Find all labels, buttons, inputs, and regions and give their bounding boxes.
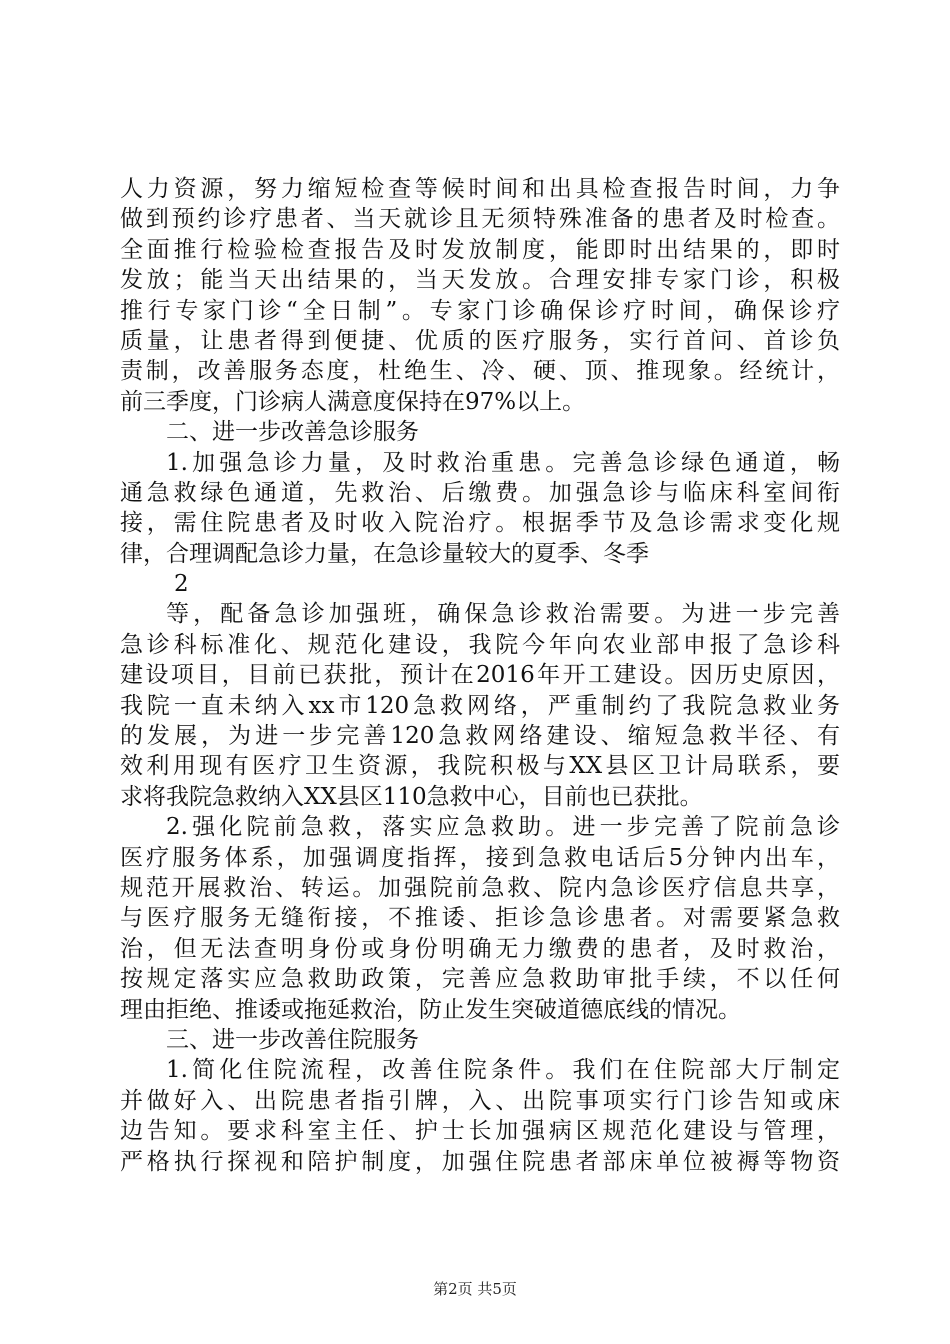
paragraph-line: 的发展，为进一步完善120急救网络建设、缩短急救半径、有: [120, 723, 840, 750]
paragraph-line: 质量，让患者得到便捷、优质的医疗服务，实行首问、首诊负: [120, 327, 840, 354]
inline-page-number: 2: [174, 571, 189, 598]
paragraph-line: 严格执行探视和陪护制度，加强住院患者部床单位被褥等物资: [120, 1148, 840, 1175]
paragraph-line: 急诊科标准化、规范化建设，我院今年向农业部申报了急诊科: [120, 631, 840, 658]
section-heading: 三、进一步改善住院服务: [166, 1026, 419, 1053]
paragraph-line: 律，合理调配急诊力量，在急诊量较大的夏季、冬季: [120, 540, 649, 567]
paragraph-line: 我院一直未纳入xx市120急救网络，严重制约了我院急救业务: [120, 692, 840, 719]
paragraph-line: 2.强化院前急救，落实应急救助。进一步完善了院前急诊: [166, 814, 840, 841]
paragraph-line: 按规定落实应急救助政策，完善应急救助审批手续，不以任何: [120, 966, 840, 993]
paragraph-line: 边告知。要求科室主任、护士长加强病区规范化建设与管理，: [120, 1118, 840, 1145]
paragraph-line: 求将我院急救纳入XX县区110急救中心，目前也已获批。: [120, 783, 703, 810]
page-footer: 第2页 共5页: [433, 1280, 517, 1298]
paragraph-line: 等，配备急诊加强班，确保急诊救治需要。为进一步完善: [166, 601, 840, 628]
paragraph-line: 与医疗服务无缝衔接，不推诿、拒诊急诊患者。对需要紧急救: [120, 905, 840, 932]
paragraph-line: 发放；能当天出结果的，当天发放。合理安排专家门诊，积极: [120, 267, 840, 294]
paragraph-line: 1.简化住院流程，改善住院条件。我们在住院部大厅制定: [166, 1057, 840, 1084]
paragraph-line: 规范开展救治、转运。加强院前急救、院内急诊医疗信息共享，: [120, 874, 840, 901]
paragraph-line: 全面推行检验检查报告及时发放制度，能即时出结果的，即时: [120, 236, 840, 263]
section-heading: 二、进一步改善急诊服务: [166, 419, 419, 446]
document-body: [120, 174, 840, 1177]
paragraph-line: 治，但无法查明身份或身份明确无力缴费的患者，及时救治，: [120, 935, 840, 962]
paragraph-line: 责制，改善服务态度，杜绝生、冷、硬、顶、推现象。经统计，: [120, 358, 840, 385]
paragraph-line: 医疗服务体系，加强调度指挥，接到急救电话后5分钟内出车，: [120, 844, 840, 871]
paragraph-line: 做到预约诊疗患者、当天就诊且无须特殊准备的患者及时检查。: [120, 206, 840, 233]
paragraph-line: 1.加强急诊力量，及时救治重患。完善急诊绿色通道，畅: [166, 449, 840, 476]
paragraph-line: 并做好入、出院患者指引牌，入、出院事项实行门诊告知或床: [120, 1087, 840, 1114]
paragraph-line: 效利用现有医疗卫生资源，我院积极与XX县区卫计局联系，要: [120, 753, 840, 780]
paragraph-line: 通急救绿色通道，先救治、后缴费。加强急诊与临床科室间衔: [120, 479, 840, 506]
paragraph-line: 人力资源，努力缩短检查等候时间和出具检查报告时间，力争: [120, 176, 840, 202]
paragraph-line: 前三季度，门诊病人满意度保持在97%以上。: [120, 388, 586, 415]
paragraph-line: 理由拒绝、推诿或拖延救治，防止发生突破道德底线的情况。: [120, 996, 741, 1023]
paragraph-line: 建设项目，目前已获批，预计在2016年开工建设。因历史原因，: [120, 662, 840, 689]
paragraph-line: 推行专家门诊“全日制”。专家门诊确保诊疗时间，确保诊疗: [120, 297, 840, 324]
paragraph-line: 接，需住院患者及时收入院治疗。根据季节及急诊需求变化规: [120, 510, 840, 537]
